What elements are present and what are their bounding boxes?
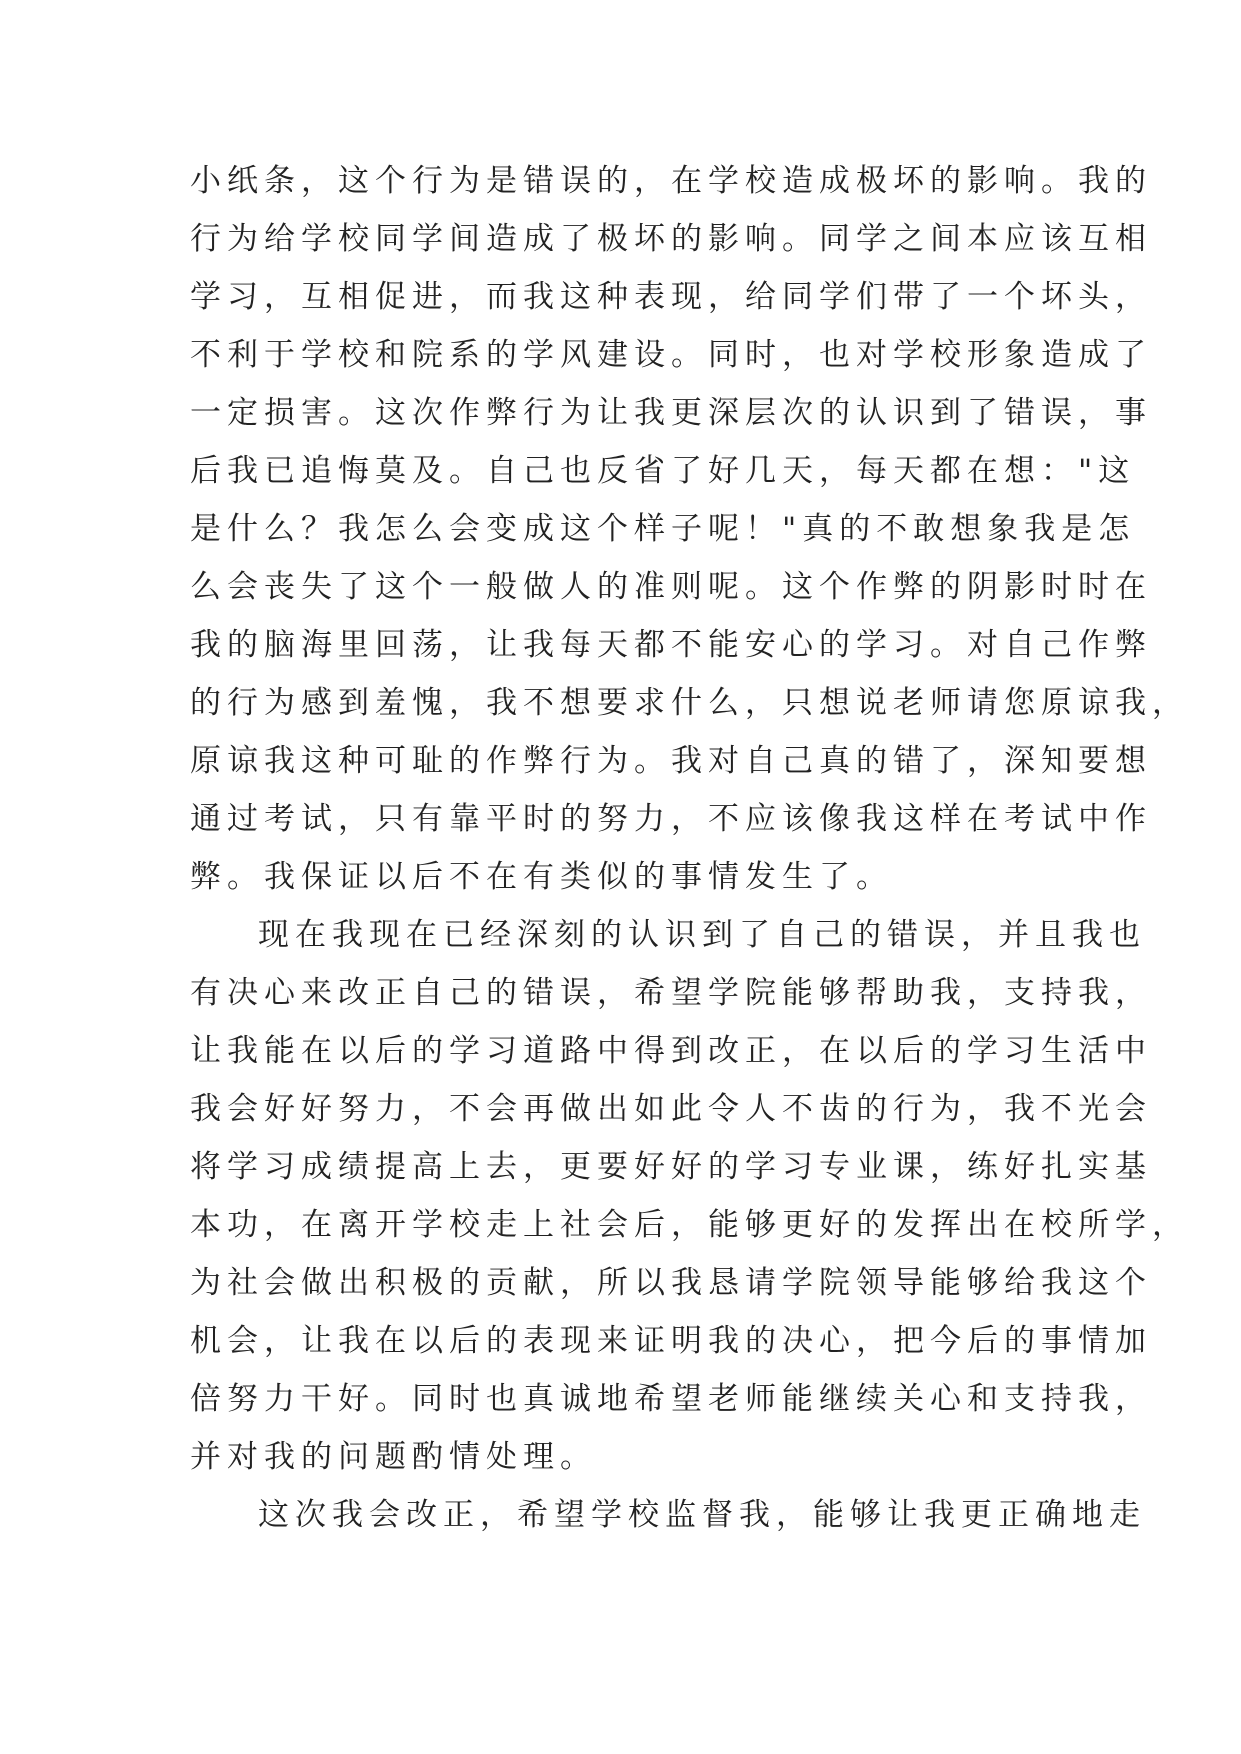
text-line: 机会，让我在以后的表现来证明我的决心，把今后的事情加 — [190, 1323, 1152, 1359]
text-line: 弊。我保证以后不在有类似的事情发生了。 — [190, 859, 893, 895]
text-line: 原谅我这种可耻的作弊行为。我对自己真的错了，深知要想 — [190, 743, 1152, 779]
text-line: 将学习成绩提高上去，更要好好的学习专业课，练好扎实基 — [190, 1149, 1152, 1185]
text-line: 么会丧失了这个一般做人的准则呢。这个作弊的阴影时时在 — [190, 569, 1152, 605]
text-line: 通过考试，只有靠平时的努力，不应该像我这样在考试中作 — [190, 801, 1152, 837]
text-line: 我会好好努力，不会再做出如此令人不齿的行为，我不光会 — [190, 1091, 1152, 1127]
paragraph-start-line: 这次我会改正，希望学校监督我，能够让我更正确地走 — [258, 1497, 1146, 1533]
text-line: 行为给学校同学间造成了极坏的影响。同学之间本应该互相 — [190, 221, 1152, 257]
text-line: 一定损害。这次作弊行为让我更深层次的认识到了错误，事 — [190, 395, 1152, 431]
text-line: 的行为感到羞愧，我不想要求什么，只想说老师请您原谅我， — [190, 685, 1189, 721]
text-line: 学习，互相促进，而我这种表现，给同学们带了一个坏头， — [190, 279, 1152, 315]
text-line: 后我已追悔莫及。自己也反省了好几天，每天都在想："这 — [190, 453, 1136, 489]
paragraph-start-line: 现在我现在已经深刻的认识到了自己的错误，并且我也 — [258, 917, 1146, 953]
text-line: 倍努力干好。同时也真诚地希望老师能继续关心和支持我， — [190, 1381, 1152, 1417]
text-line: 并对我的问题酌情处理。 — [190, 1439, 597, 1475]
text-line: 本功，在离开学校走上社会后，能够更好的发挥出在校所学， — [190, 1207, 1189, 1243]
text-line: 为社会做出积极的贡献，所以我恳请学院领导能够给我这个 — [190, 1265, 1152, 1301]
text-line: 有决心来改正自己的错误，希望学院能够帮助我，支持我， — [190, 975, 1152, 1011]
text-line: 我的脑海里回荡，让我每天都不能安心的学习。对自己作弊 — [190, 627, 1152, 663]
text-line: 不利于学校和院系的学风建设。同时，也对学校形象造成了 — [190, 337, 1152, 373]
text-line: 让我能在以后的学习道路中得到改正，在以后的学习生活中 — [190, 1033, 1152, 1069]
text-line: 小纸条，这个行为是错误的，在学校造成极坏的影响。我的 — [190, 163, 1152, 199]
text-line: 是什么？我怎么会变成这个样子呢！"真的不敢想象我是怎 — [190, 511, 1136, 547]
document-body — [190, 152, 1189, 1544]
